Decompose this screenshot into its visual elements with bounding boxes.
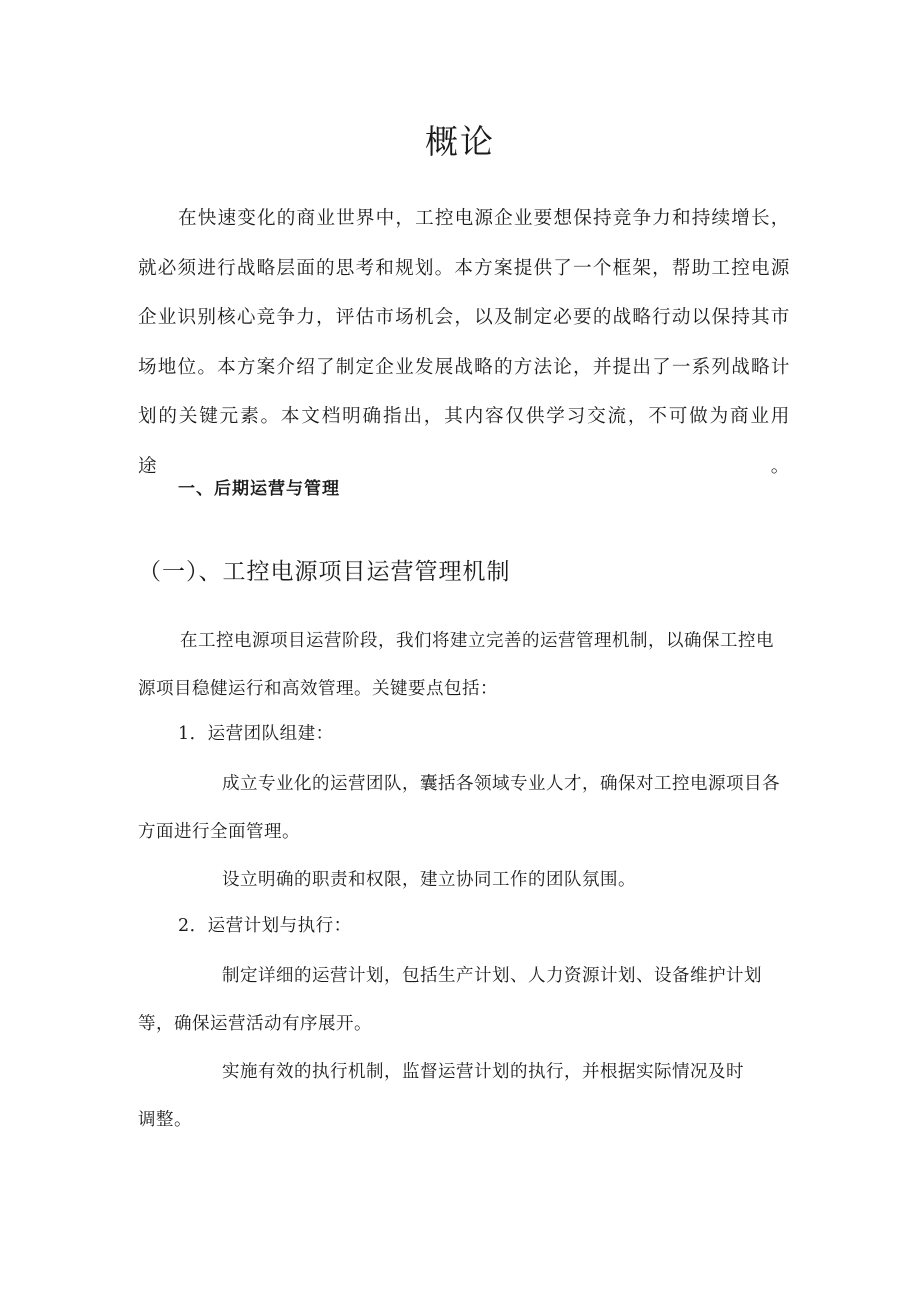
subsection-heading: （一）、工控电源项目运营管理机制 <box>138 559 511 585</box>
subsection-intro: 在工控电源项目运营阶段，我们将建立完善的运营管理机制，以确保工控电源项目稳健运行和高效管理。关键要点包括： <box>138 631 774 699</box>
section-heading: 一、后期运营与管理 <box>178 479 340 499</box>
list-item-point: 制定详细的运营计划，包括生产计划、人力资源计划、设备维护计划等，确保运营活动有序展开。 <box>138 966 762 1034</box>
list-item-label: 2．运营计划与执行： <box>178 916 352 936</box>
intro-paragraph: 在快速变化的商业世界中，工控电源企业要想保持竞争力和持续增长，就必须进行战略层面的思考和规划。本方案提供了一个框架，帮助工控电源企业识别核心竞争力，评估市场机会，以及制定必要的战略行动以保持其市场地位。本方案介绍了制定企业发展战略的方法论，并提出了一系列战略计划的关键元素。本文档明确指出，其内容仅供学习交流，不可做为商业用途。 <box>138 208 790 477</box>
list-item-point: 成立专业化的运营团队，囊括各领域专业人才，确保对工控电源项目各方面进行全面管理。 <box>138 774 780 842</box>
list-item-point: 实施有效的执行机制，监督运营计划的执行，并根据实际情况及时调整。 <box>138 1062 744 1130</box>
document-title: 概论 <box>425 122 495 161</box>
list-item-label: 1．运营团队组建： <box>178 724 334 744</box>
list-item-point: 设立明确的职责和权限，建立协同工作的团队氛围。 <box>222 870 636 890</box>
